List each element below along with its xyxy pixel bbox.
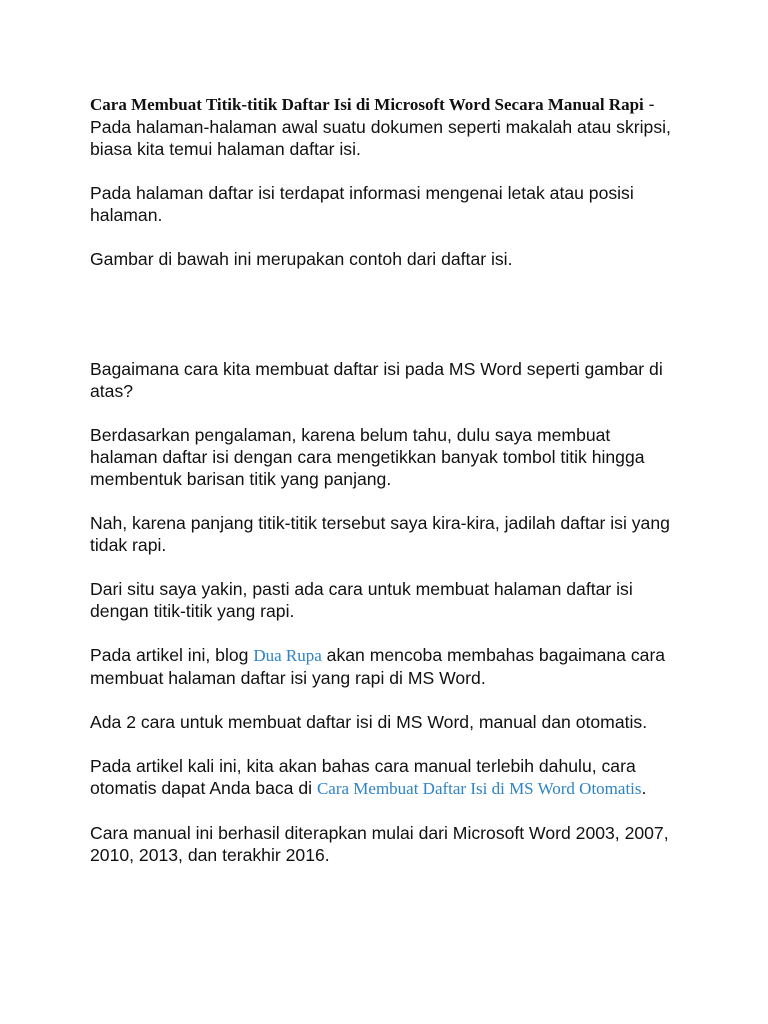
paragraph-10 (90, 755, 678, 800)
paragraph-2: Pada halaman daftar isi terdapat informasi mengenai letak atau posisi halaman. (90, 183, 634, 225)
paragraph-9: Ada 2 cara untuk membuat daftar isi di MS Word, manual dan otomatis. (90, 712, 648, 732)
paragraph-3: Gambar di bawah ini merupakan contoh dari daftar isi. (90, 249, 513, 269)
paragraph-11: Cara manual ini berhasil diterapkan mulai dari Microsoft Word 2003, 2007, 2010, 2013, dan terakhir 2016. (90, 823, 669, 865)
paragraph-5: Berdasarkan pengalaman, karena belum tahu, dulu saya membuat halaman daftar isi dengan cara mengetikkan banyak tombol titik hingga membentuk barisan titik yang panjang. (90, 425, 645, 489)
paragraph-8 (90, 644, 678, 689)
paragraph-10-text-a: Pada artikel kali ini, kita akan bahas cara manual terlebih dahulu, cara otomatis dapat Anda baca di (90, 756, 636, 798)
paragraph-8-text-a: Pada artikel ini, blog (90, 645, 254, 665)
paragraph-10-text-b: . (641, 778, 647, 798)
paragraph-6: Nah, karena panjang titik-titik tersebut saya kira-kira, jadilah daftar isi yang tidak rapi. (90, 513, 670, 555)
paragraph-8-text-b: akan mencoba membahas bagaimana cara membuat halaman daftar isi yang rapi di MS Word. (90, 645, 666, 688)
dua-rupa-link[interactable]: Dua Rupa (253, 646, 322, 665)
intro-text: - Pada halaman-halaman awal suatu dokumen seperti makalah atau skripsi, biasa kita temui halaman daftar isi. (90, 94, 671, 159)
daftar-isi-otomatis-link[interactable]: Cara Membuat Daftar Isi di MS Word Otomatis (316, 779, 642, 798)
paragraph-4: Bagaimana cara kita membuat daftar isi pada MS Word seperti gambar di atas? (90, 359, 663, 401)
intro-paragraph (90, 93, 678, 160)
paragraph-7: Dari situ saya yakin, pasti ada cara untuk membuat halaman daftar isi dengan titik-titik yang rapi. (90, 579, 633, 621)
article-title: Cara Membuat Titik-titik Daftar Isi di Microsoft Word Secara Manual Rapi (90, 95, 644, 114)
